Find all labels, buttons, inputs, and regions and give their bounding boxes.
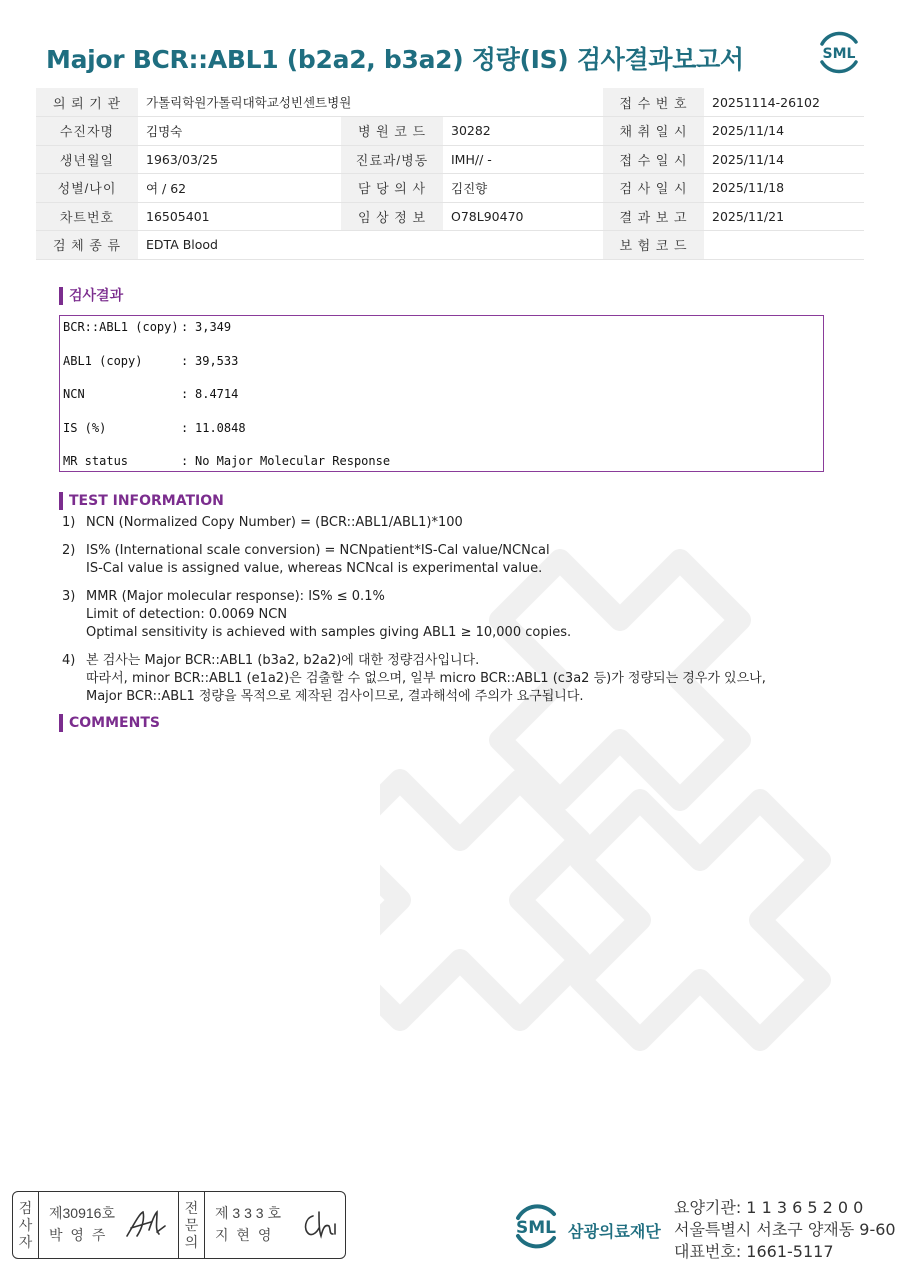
info-label: 결 과 보 고 xyxy=(603,202,704,231)
info-label: 차트번호 xyxy=(36,202,138,231)
org-logo-icon xyxy=(510,1198,562,1254)
result-key: NCN xyxy=(63,387,85,401)
info-value xyxy=(704,231,864,260)
info-row xyxy=(36,117,864,146)
result-value: No Major Molecular Response xyxy=(195,454,391,468)
info-value: 2025/11/21 xyxy=(704,202,864,231)
results-box xyxy=(59,315,824,472)
info-value: 2025/11/14 xyxy=(704,145,864,174)
org-info-line: 요양기관: 1 1 3 6 5 2 0 0 xyxy=(674,1198,864,1217)
result-row: MR status : No Major Molecular Response xyxy=(63,454,391,468)
item-line: 따라서, minor BCR::ABL1 (e1a2)은 검출할 수 없으며, 일부 micro BCR::ABL1 (c3a2 등)가 정량되는 경우가 있으나, xyxy=(86,671,766,686)
item-line: IS-Cal value is assigned value, whereas NCNcal is experimental value. xyxy=(86,561,543,576)
info-label: 보 험 코 드 xyxy=(603,231,704,260)
specialist-label: 전 문 의 xyxy=(179,1192,205,1258)
result-row: NCN : 8.4714 xyxy=(63,387,820,421)
item-number: 3) xyxy=(62,589,76,604)
examiner-name: 박 영 주 xyxy=(49,1227,108,1243)
info-row xyxy=(36,145,864,174)
result-key: BCR::ABL1 (copy) xyxy=(63,320,179,334)
info-value: 16505401 xyxy=(138,202,341,231)
test-info-item xyxy=(62,542,862,578)
info-value: EDTA Blood xyxy=(138,231,341,260)
info-value: 20251114-26102 xyxy=(704,88,864,117)
info-value: 김명숙 xyxy=(138,117,341,146)
page-title: Major BCR::ABL1 (b2a2, b3a2) 정량(IS) 검사결과보고서 xyxy=(46,45,744,74)
result-row: BCR::ABL1 (copy) : 3,349 xyxy=(63,320,820,354)
examiner-label: 검 사 자 xyxy=(13,1192,39,1258)
org-info-line: 대표번호: 1661-5117 xyxy=(674,1242,834,1261)
signature-box xyxy=(12,1191,346,1259)
info-label: 담 당 의 사 xyxy=(341,174,443,203)
info-label: 수진자명 xyxy=(36,117,138,146)
info-label: 접 수 번 호 xyxy=(603,88,704,117)
examiner-cell xyxy=(39,1192,179,1258)
item-line: 본 검사는 Major BCR::ABL1 (b3a2, b2a2)에 대한 정량검사입니다. xyxy=(86,653,480,668)
info-value: 여 / 62 xyxy=(138,174,341,203)
examiner-license: 제30916호 xyxy=(49,1205,115,1221)
specialist-signature-icon xyxy=(299,1208,339,1242)
info-row xyxy=(36,88,864,117)
result-key: IS (%) xyxy=(63,420,107,435)
info-value: 1963/03/25 xyxy=(138,145,341,174)
info-value: IMH// - xyxy=(443,145,603,174)
comments-heading: COMMENTS xyxy=(59,714,160,732)
item-line: NCN (Normalized Copy Number) = (BCR::ABL1/ABL1)*100 xyxy=(86,515,463,530)
specialist-name: 지 현 영 xyxy=(215,1227,274,1243)
org-info xyxy=(674,1197,896,1263)
item-number: 4) xyxy=(62,653,76,668)
item-number: 1) xyxy=(62,515,76,530)
specialist-license: 제 3 3 3 호 xyxy=(215,1205,281,1221)
org-info-line: 서울특별시 서초구 양재동 9-60 xyxy=(674,1220,896,1239)
info-value: 2025/11/18 xyxy=(704,174,864,203)
patient-info-table xyxy=(36,88,864,260)
info-label: 성별/나이 xyxy=(36,174,138,203)
result-key: ABL1 (copy) xyxy=(63,353,143,368)
result-value: 39,533 xyxy=(195,353,239,368)
info-value: 30282 xyxy=(443,117,603,146)
result-key: MR status xyxy=(63,454,129,468)
info-row xyxy=(36,202,864,231)
logo-text: SML xyxy=(822,46,856,62)
info-empty xyxy=(443,231,603,260)
result-row: IS (%) : 11.0848 xyxy=(63,421,820,455)
info-row xyxy=(36,231,864,260)
specialist-cell xyxy=(205,1192,345,1258)
info-label: 검 체 종 류 xyxy=(36,231,138,260)
sml-logo-icon xyxy=(814,28,864,76)
item-line: MMR (Major molecular response): IS% ≤ 0.1% xyxy=(86,589,385,604)
info-label: 검 사 일 시 xyxy=(603,174,704,203)
test-info-item xyxy=(62,652,862,706)
hospital-value: 가톨릭학원가톨릭대학교성빈센트병원 xyxy=(138,88,603,117)
result-row: ABL1 (copy) : 39,533 xyxy=(63,354,820,388)
result-value: 3,349 xyxy=(195,320,232,334)
test-info-item xyxy=(62,588,862,642)
result-value: 11.0848 xyxy=(195,420,246,435)
info-label: 생년월일 xyxy=(36,145,138,174)
info-empty xyxy=(341,231,443,260)
result-value: 8.4714 xyxy=(195,387,239,401)
info-label: 진료과/병동 xyxy=(341,145,443,174)
info-value: 김진향 xyxy=(443,174,603,203)
test-info-list xyxy=(62,514,862,716)
org-name: 삼광의료재단 xyxy=(568,1222,661,1241)
info-label: 채 취 일 시 xyxy=(603,117,704,146)
info-value: 2025/11/14 xyxy=(704,117,864,146)
test-info-heading: TEST INFORMATION xyxy=(59,492,224,510)
test-info-item xyxy=(62,514,862,532)
item-line: Limit of detection: 0.0069 NCN xyxy=(86,607,288,622)
info-value: O78L90470 xyxy=(443,202,603,231)
info-label: 의 뢰 기 관 xyxy=(36,88,138,117)
info-label: 임 상 정 보 xyxy=(341,202,443,231)
examiner-signature-icon xyxy=(123,1208,169,1242)
info-label: 접 수 일 시 xyxy=(603,145,704,174)
item-line: Optimal sensitivity is achieved with samples giving ABL1 ≥ 10,000 copies. xyxy=(86,625,572,640)
item-number: 2) xyxy=(62,543,76,558)
item-line: IS% (International scale conversion) = NCNpatient*IS-Cal value/NCNcal xyxy=(86,543,550,558)
info-label: 병 원 코 드 xyxy=(341,117,443,146)
org-logo-text: SML xyxy=(516,1218,556,1238)
results-heading: 검사결과 xyxy=(59,287,123,305)
info-row xyxy=(36,174,864,203)
item-line: Major BCR::ABL1 정량을 목적으로 제작된 검사이므로, 결과해석에 주의가 요구됩니다. xyxy=(86,689,584,704)
